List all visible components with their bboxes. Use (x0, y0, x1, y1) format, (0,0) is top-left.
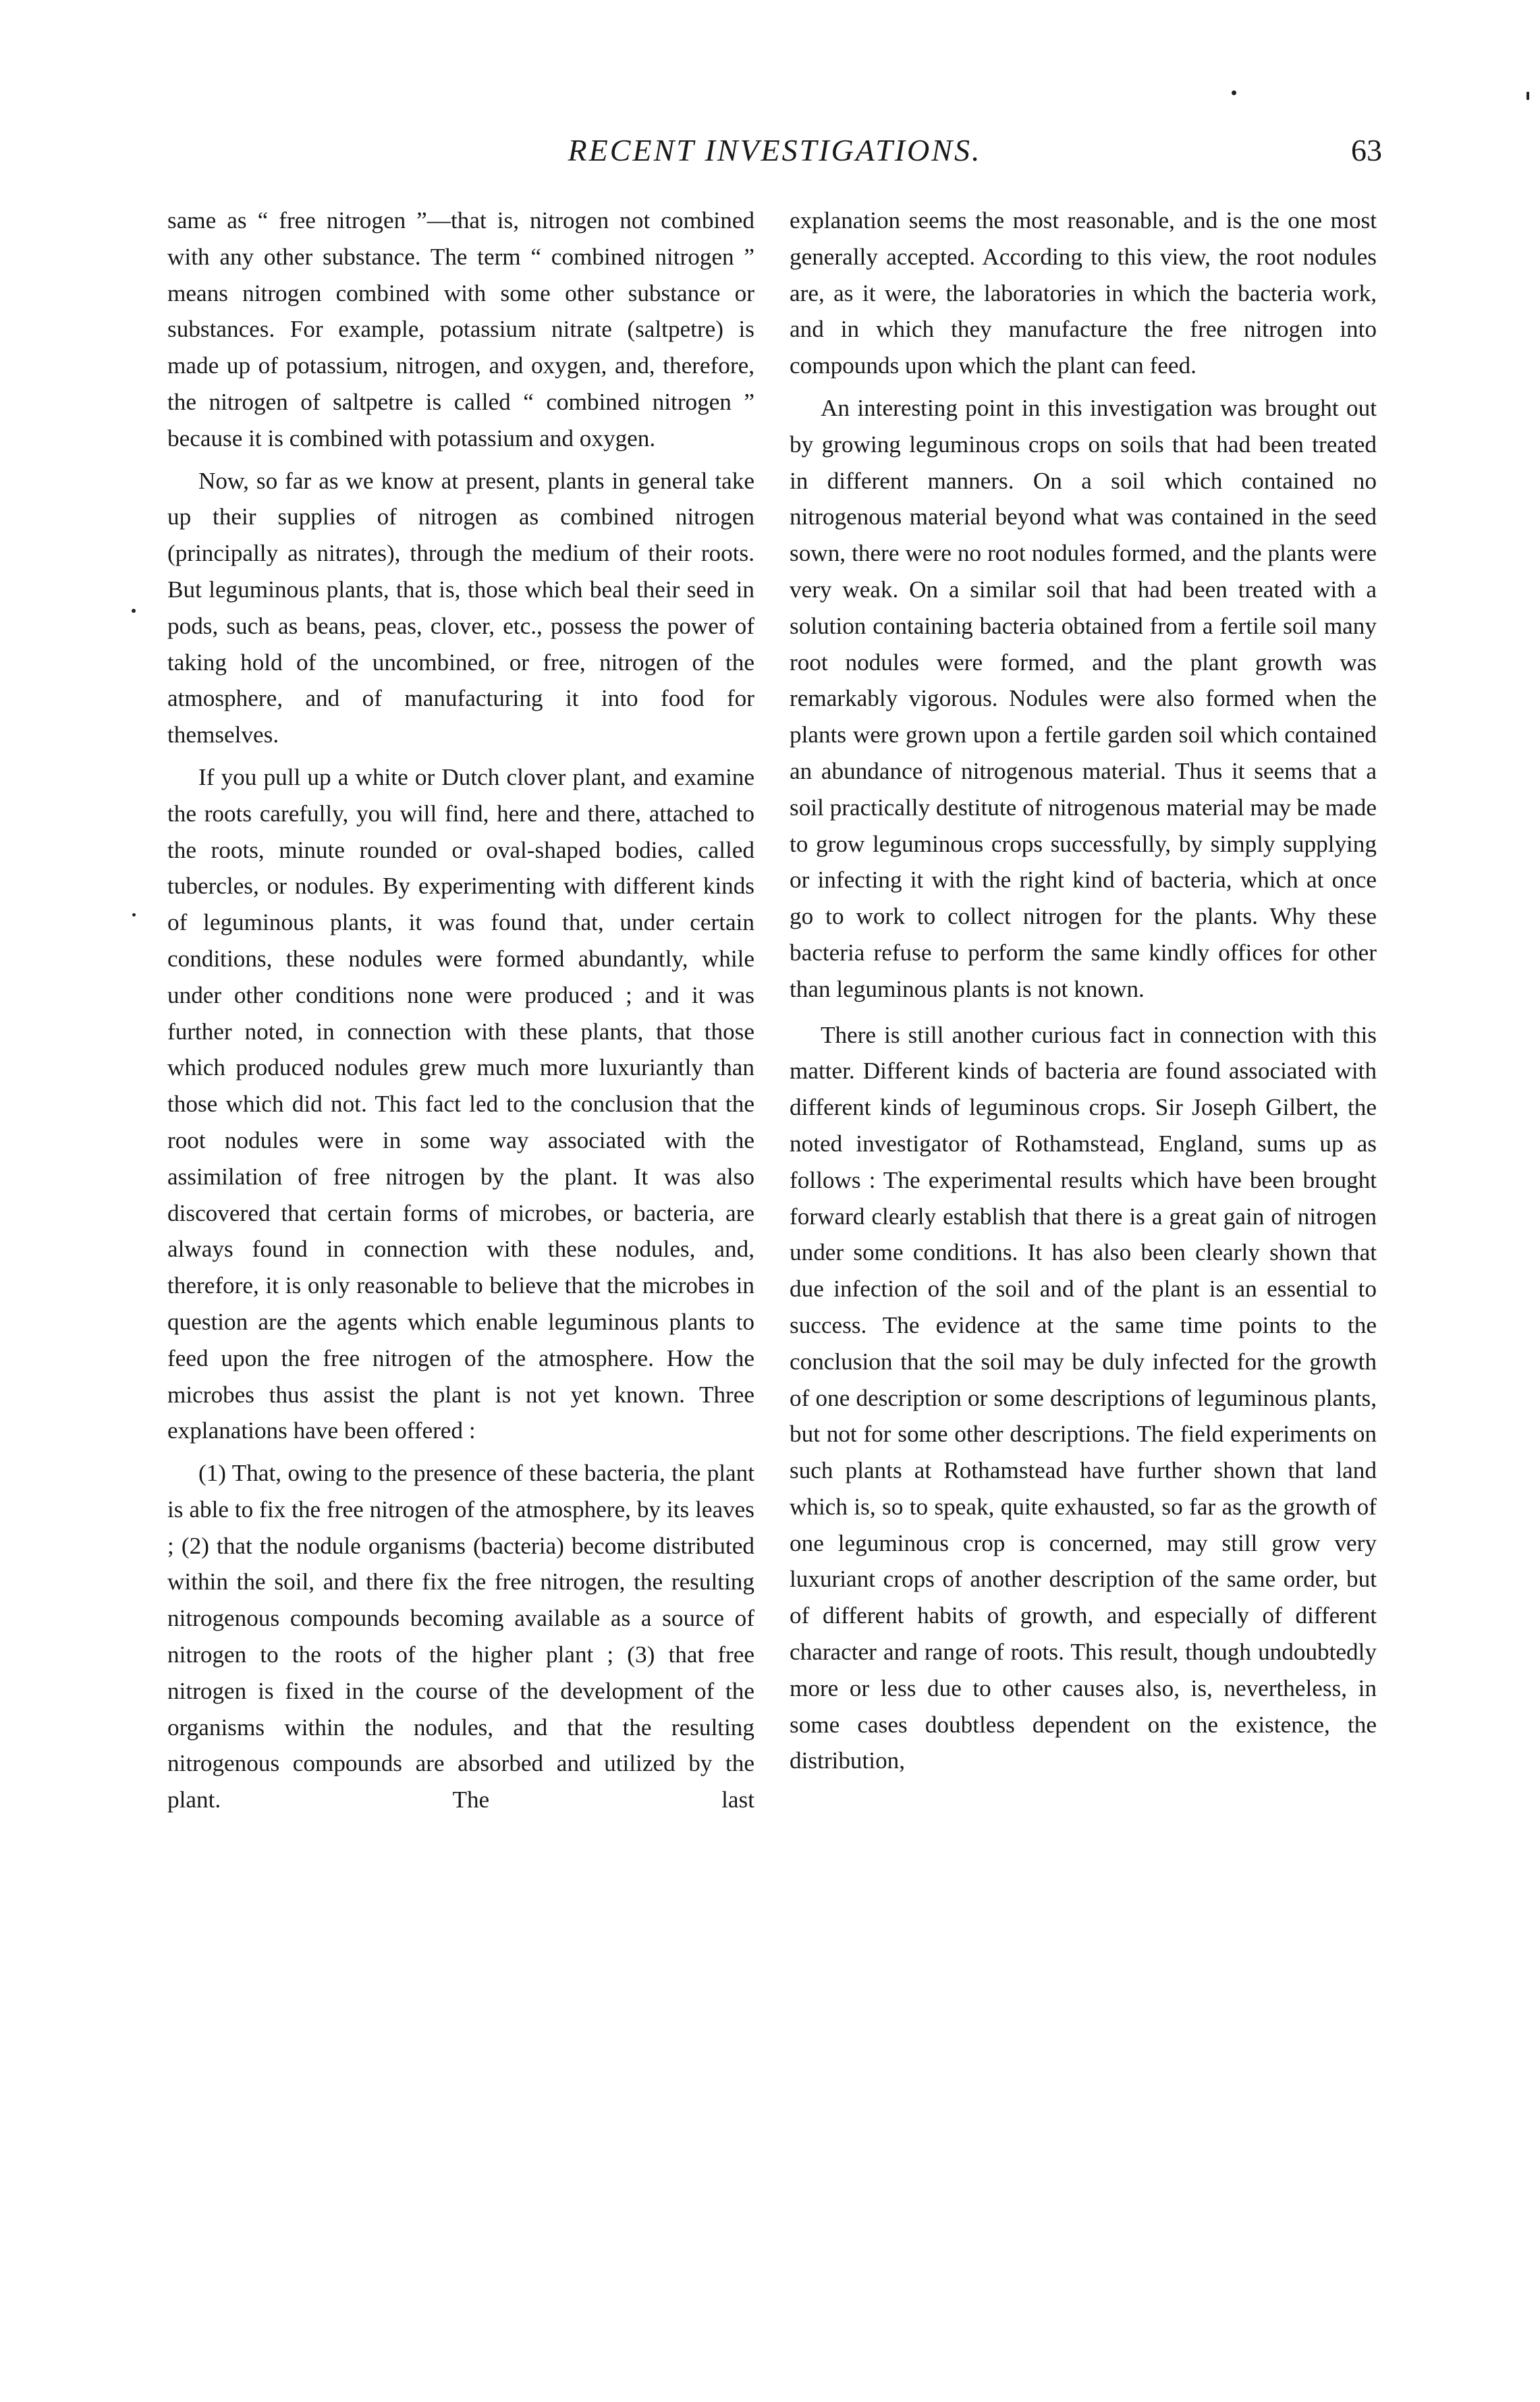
paragraph: (1) That, owing to the presence of these bacteria, the plant is able to fix the free nitrogen of the atmosphere, by its leaves ; (2) that the nodule organisms (bacteria) become distributed within the soil, and there fix the free nitrogen, the resulting nitrogenous compounds becoming available as a source of nitrogen to the roots of the higher plant ; (3) that free nitrogen is fixed in the course of the development of the organisms within the nodules, and that the resulting nitrogenous compounds are absorbed and utilized by the plant. The last (167, 1460, 754, 1813)
paragraph: An interesting point in this investigation was brought out by growing leguminous crops on soils that had been treated in different manners. On a soil which contained no nitrogenous material beyond what was contained in the seed sown, there were no root nodules formed, and the plants were very weak. On a similar soil that had been treated with a solution containing bacteria obtained from a fertile soil many root nodules were formed, and the plant growth was remarkably vigorous. Nodules were also formed when the plants were grown upon a fertile garden soil which contained an abundance of nitrogenous material. Thus it seems that a soil practically destitute of nitrogenous material may be made to grow leguminous crops successfully, by simply supplying or infecting it with the right kind of bacteria, which at once go to work to collect nitrogen for the plants. Why these bacteria refuse to perform the same kindly offices for other than leguminous plants is not known. (790, 394, 1377, 1002)
paragraph: Now, so far as we know at present, plants in general take up their supplies of nitrogen as combined nitrogen (principally as nitrates), through the medium of their roots. But leguminous plants, that is, those which beal their seed in pods, such as beans, peas, clover, etc., possess the power of taking hold of the uncombined, or free, nitrogen of the atmosphere, and of manufacturing it into food for themselves. (167, 467, 754, 748)
print-speck (1527, 92, 1529, 100)
running-head (167, 132, 1382, 180)
paragraph: If you pull up a white or Dutch clover plant, and examine the roots carefully, you will find, here and there, attached to the roots, minute rounded or oval-shaped bodies, called tubercles, or nodules. By experimenting with different kinds of leguminous plants, it was found that, under certain conditions, these nodules were formed abundantly, while under other conditions none were produced ; and it was further noted, in connection with these plants, that those which produced nodules grew much more luxuriantly than those which did not. This fact led to the conclusion that the root nodules were in some way associated with the assimilation of free nitrogen by the plant. It was also discovered that certain forms of microbes, or bacteria, are always found in connection with these nodules, and, therefore, it is only reasonable to believe that the microbes in question are the agents which enable leguminous plants to feed upon the free nitrogen of the atmosphere. How the microbes thus assist the plant is not yet known. Three explanations have been offered : (167, 763, 754, 1444)
print-speck (132, 913, 136, 917)
paragraph: same as “ free nitrogen ”—that is, nitrogen not combined with any other substance. The term “ combined nitrogen ” means nitrogen combined with some other substance or substances. For example, potassium nitrate (saltpetre) is made up of potassium, nitrogen, and oxygen, and, therefore, the nitrogen of saltpetre is called “ combined nitrogen ” because it is combined with potassium and oxygen. (167, 207, 754, 452)
print-speck (132, 609, 136, 613)
paragraph: explanation seems the most reasonable, and is the one most generally accepted. According to this view, the root nodules are, as it were, the laboratories in which the bacteria work, and in which they manufacture the free nitrogen into compounds upon which the plant can feed. (790, 207, 1377, 379)
paragraph: There is still another curious fact in connection with this matter. Different kinds of bacteria are found associated with different kinds of leguminous crops. Sir Joseph Gilbert, the noted investigator of Rothamstead, England, sums up as follows : The experimental results which have been brought forward clearly establish that there is a great gain of nitrogen under some conditions. It has also been clearly shown that due infection of the soil and of the plant is an essential to success. The evidence at the same time points to the conclusion that the soil may be duly infected for the growth of one description or some descriptions of leguminous plants, but not for some other descriptions. The field experiments on such plants at Rothamstead have further shown that land which is, so to speak, quite exhausted, so far as the growth of one leguminous crop is concerned, may still grow very luxuriant crops of another description of the same order, but of different habits of growth, and especially of different character and range of roots. This result, though undoubtedly more or less due to other causes also, is, nevertheless, in some cases doubtless dependent on the existence, the distribution, (790, 1021, 1377, 1774)
running-title: RECENT INVESTIGATIONS. (568, 133, 982, 167)
left-column (167, 202, 754, 1824)
print-speck (1232, 90, 1236, 95)
right-column (790, 202, 1377, 1785)
page-number: 63 (1351, 133, 1382, 167)
